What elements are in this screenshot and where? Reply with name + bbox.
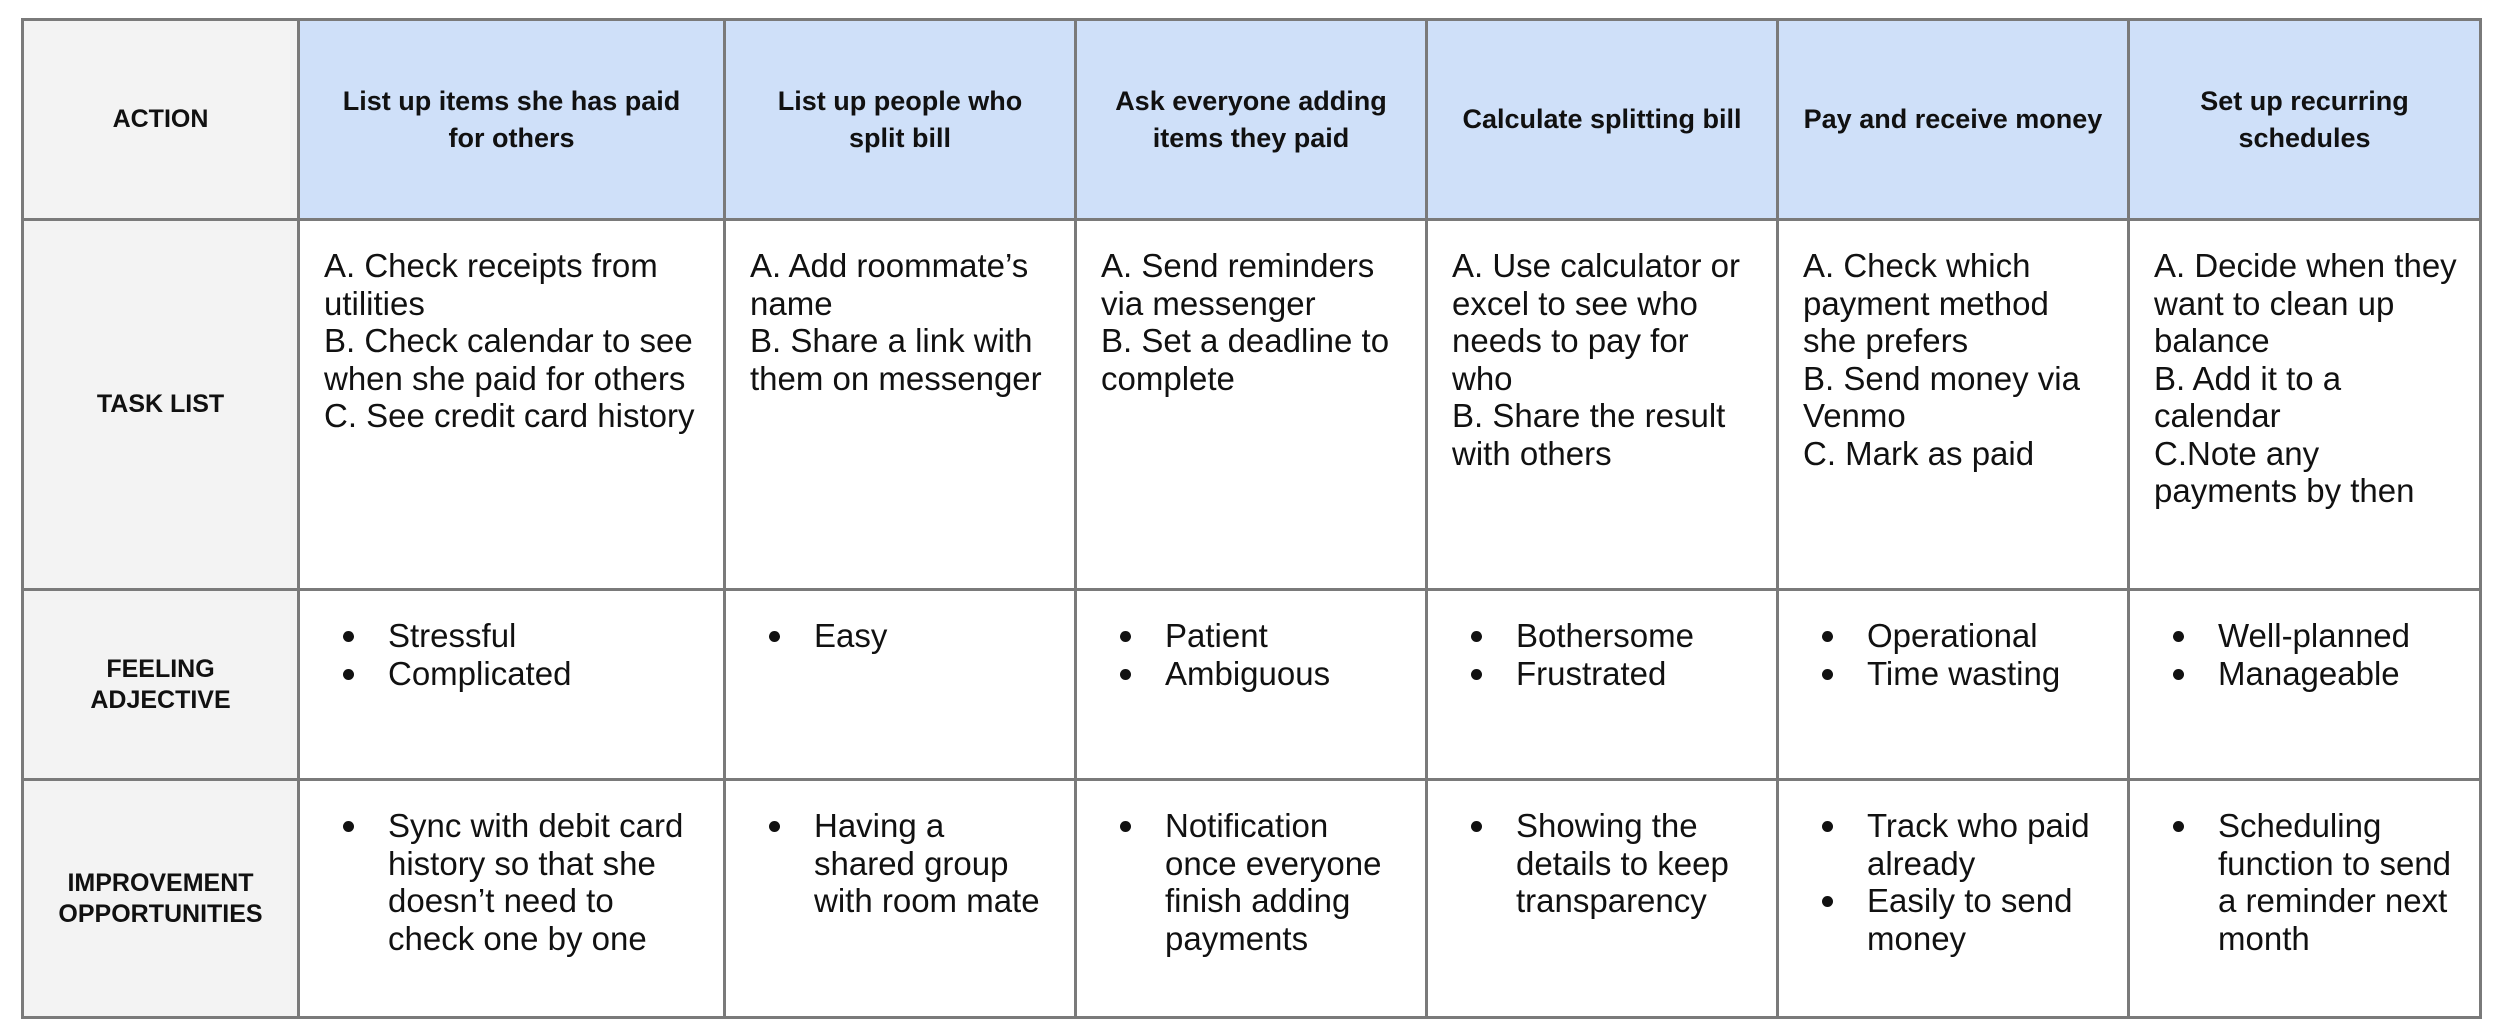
task-cell-6 (2129, 220, 2481, 590)
task-item: B. Share a link with them on messenger (750, 322, 1042, 397)
improvement-row (23, 780, 2481, 1018)
action-header-4: Calculate splitting bill (1427, 20, 1778, 220)
journey-map-table (21, 18, 2482, 1019)
row-label-task-list (23, 220, 299, 590)
task-list-row (23, 220, 2481, 590)
row-label-text: FEELING (106, 654, 215, 683)
row-label-text: ADJECTIVE (90, 685, 231, 714)
task-item: B. Share the result with others (1452, 397, 1726, 472)
improvement-item: Showing the details to keep transparency (1452, 807, 1756, 920)
improvement-item: Track who paid already (1803, 807, 2107, 882)
feeling-item: Bothersome (1452, 617, 1756, 655)
task-item: B. Add it to a calendar (2154, 359, 2342, 434)
improvement-cell-2 (725, 780, 1076, 1018)
feeling-item: Time wasting (1803, 655, 2107, 693)
action-header-5: Pay and receive money (1778, 20, 2129, 220)
feeling-cell-3 (1076, 590, 1427, 780)
row-label-text: ACTION (112, 105, 209, 133)
feeling-cell-6 (2129, 590, 2481, 780)
improvement-cell-4 (1427, 780, 1778, 1018)
action-header-1: List up items she has paid for others (299, 20, 725, 220)
task-item: A. Add roommate’s name (750, 247, 1029, 322)
improvement-cell-3 (1076, 780, 1427, 1018)
task-item: C.Note any payments by then (2154, 434, 2415, 509)
improvement-item: Notification once everyone finish adding payments (1101, 807, 1405, 957)
row-label-text: TASK LIST (96, 390, 225, 418)
feeling-item: Manageable (2154, 655, 2459, 693)
feeling-item: Well-planned (2154, 617, 2459, 655)
feeling-item: Easy (750, 617, 1054, 655)
improvement-cell-6 (2129, 780, 2481, 1018)
task-item: B. Set a deadline to complete (1101, 322, 1390, 397)
task-item: A. Check receipts from utilities (324, 247, 658, 322)
row-label-improvement (23, 780, 299, 1018)
task-cell-4 (1427, 220, 1778, 590)
improvement-item: Having a shared group with room mate (750, 807, 1054, 920)
improvement-cell-1 (299, 780, 725, 1018)
action-header-3: Ask everyone adding items they paid (1076, 20, 1427, 220)
improvement-item: Easily to send money (1803, 882, 2107, 957)
feeling-cell-5 (1778, 590, 2129, 780)
row-label-feeling (23, 590, 299, 780)
task-cell-5 (1778, 220, 2129, 590)
row-label-text: OPPORTUNITIES (58, 899, 263, 928)
feeling-cell-4 (1427, 590, 1778, 780)
row-label-action (23, 20, 299, 220)
task-item: C. Mark as paid (1803, 434, 2035, 472)
task-cell-3 (1076, 220, 1427, 590)
feeling-cell-1 (299, 590, 725, 780)
action-row (23, 20, 2481, 220)
improvement-cell-5 (1778, 780, 2129, 1018)
feeling-item: Complicated (324, 655, 703, 693)
task-item: A. Check which payment method she prefers (1803, 247, 2049, 359)
task-item: A. Decide when they want to clean up balance (2154, 247, 2457, 359)
improvement-item: Sync with debit card history so that she doesn’t need to check one by one (324, 807, 703, 957)
action-header-6: Set up recurring schedules (2129, 20, 2481, 220)
task-item: A. Use calculator or excel to see who needs to pay for who (1452, 247, 1740, 397)
task-cell-1 (299, 220, 725, 590)
task-item: A. Send reminders via messenger (1101, 247, 1375, 322)
row-label-text: IMPROVEMENT (67, 868, 254, 897)
feeling-item: Ambiguous (1101, 655, 1405, 693)
task-item: C. See credit card history (324, 397, 695, 434)
improvement-item: Scheduling function to send a reminder next month (2154, 807, 2459, 957)
feeling-item: Patient (1101, 617, 1405, 655)
task-item: B. Check calendar to see when she paid for others (324, 322, 693, 397)
feeling-item: Frustrated (1452, 655, 1756, 693)
feeling-item: Stressful (324, 617, 703, 655)
task-cell-2 (725, 220, 1076, 590)
action-header-2: List up people who split bill (725, 20, 1076, 220)
task-item: B. Send money via Venmo (1803, 359, 2080, 434)
feeling-row (23, 590, 2481, 780)
feeling-item: Operational (1803, 617, 2107, 655)
feeling-cell-2 (725, 590, 1076, 780)
